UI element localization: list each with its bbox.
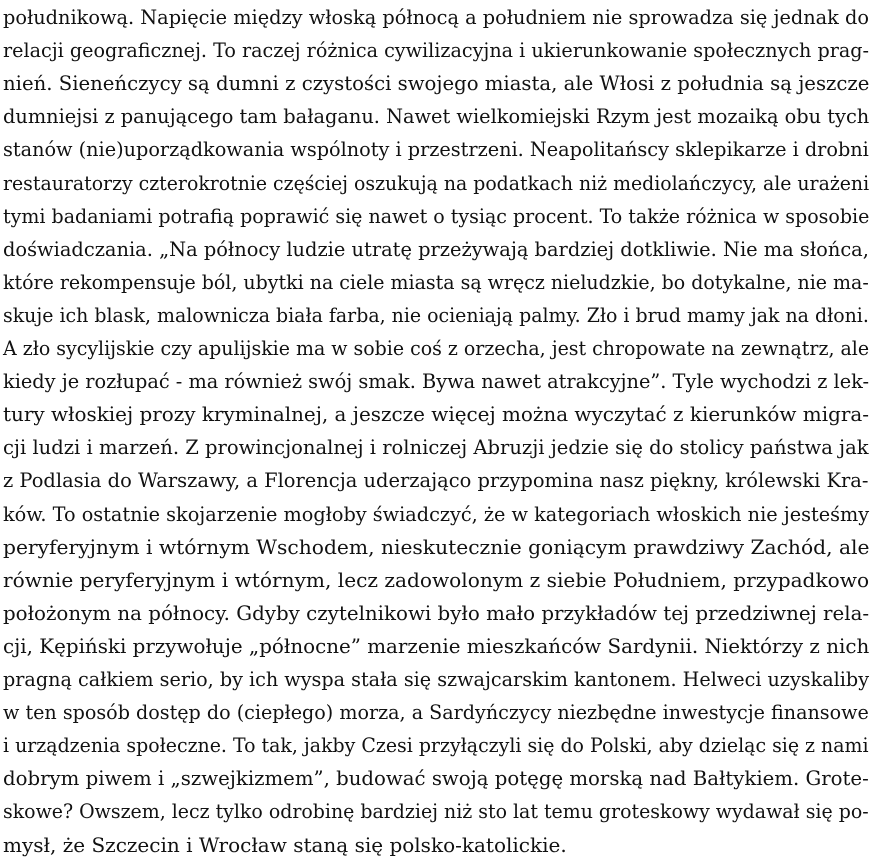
text-line: tury włoskiej prozy kryminalnej, a jeszcze więcej można wyczytać z kierunków migra- (3, 402, 869, 427)
text-line: doświadczania. „Na północy ludzie utratę przeżywają bardziej dotkliwie. Nie ma słońca, (3, 236, 869, 261)
text-line: dobrym piwem i „szwejkizmem”, budować swoją potęgę morską nad Bałtykiem. Grote- (3, 766, 869, 791)
text-line: równie peryferyjnym i wtórnym, lecz zadowolonym z siebie Południem, przypadkowo (3, 567, 870, 592)
text-line: położonym na północy. Gdyby czytelnikowi było mało przykładów tej przedziwnej rela- (3, 600, 870, 625)
text-line: stanów (nie)uporządkowania wspólnoty i przestrzeni. Neapolitańscy sklepikarze i drobni (3, 137, 869, 162)
text-line: cji, Kępiński przywołuje „północne” marzenie mieszkańców Sardynii. Niektórzy z nich (3, 633, 870, 658)
text-line: relacji geograficznej. To raczej różnica cywilizacyjna i ukierunkowanie społecznych prag- (3, 38, 869, 63)
text-line: południkową. Napięcie między włoską północą a południem nie sprowadza się jednak do (3, 5, 870, 29)
text-line: skowe? Owszem, lecz tylko odrobinę bardziej niż sto lat temu groteskowy wydawał się po- (3, 799, 869, 824)
text-line: w ten sposób dostęp do (ciepłego) morza, a Sardyńczycy niezbędne inwestycje finansowe (3, 700, 869, 725)
text-line: skuje ich blask, malownicza biała farba, nie ocieniają palmy. Zło i brud mamy jak na dłoni. (3, 302, 869, 327)
text-line: kiedy je rozłupać - ma również swój smak. Bywa nawet atrakcyjne”. Tyle wychodzi z lek- (3, 369, 870, 394)
text-line: które rekompensuje ból, ubytki na ciele miasta są wręcz nieludzkie, bo dotykalne, nie ma- (3, 269, 869, 294)
text-line: tymi badaniami potrafią poprawić się nawet o tysiąc procent. To także różnica w sposobie (3, 203, 870, 228)
text-line: ków. To ostatnie skojarzenie mogłoby świadczyć, że w kategoriach włoskich nie jesteśmy (3, 501, 870, 526)
text-line: cji ludzi i marzeń. Z prowincjonalnej i rolniczej Abruzji jedzie się do stolicy państwa jak (3, 435, 869, 460)
text-line: pragną całkiem serio, by ich wyspa stała się szwajcarskim kantonem. Helweci uzyskaliby (3, 667, 870, 691)
document-page (3, 0, 871, 867)
text-line: mysł, że Szczecin i Wrocław staną się polsko-katolickie. (3, 832, 567, 857)
text-line: nień. Sieneńczycy są dumni z czystości swojego miasta, ale Włosi z południa są jeszcze (3, 71, 870, 96)
text-line: A zło sycylijskie czy apulijskie ma w sobie coś z orzecha, jest chropowate na zewnątrz, ale (3, 336, 870, 360)
text-line: restauratorzy czterokrotnie częściej oszukują na podatkach niż mediolańczycy, ale urażeni (3, 170, 870, 195)
text-line: peryferyjnym i wtórnym Wschodem, nieskutecznie goniącym prawdziwy Zachód, ale (3, 534, 870, 559)
text-line: z Podlasia do Warszawy, a Florencja uderzająco przypomina nasz piękny, królewski Kra- (3, 468, 869, 493)
text-line: i urządzenia społeczne. To tak, jakby Czesi przyłączyli się do Polski, aby dzieląc się z nami (3, 733, 869, 758)
text-line: dumniejsi z panującego tam bałaganu. Nawet wielkomiejski Rzym jest mozaiką obu tych (3, 104, 870, 129)
